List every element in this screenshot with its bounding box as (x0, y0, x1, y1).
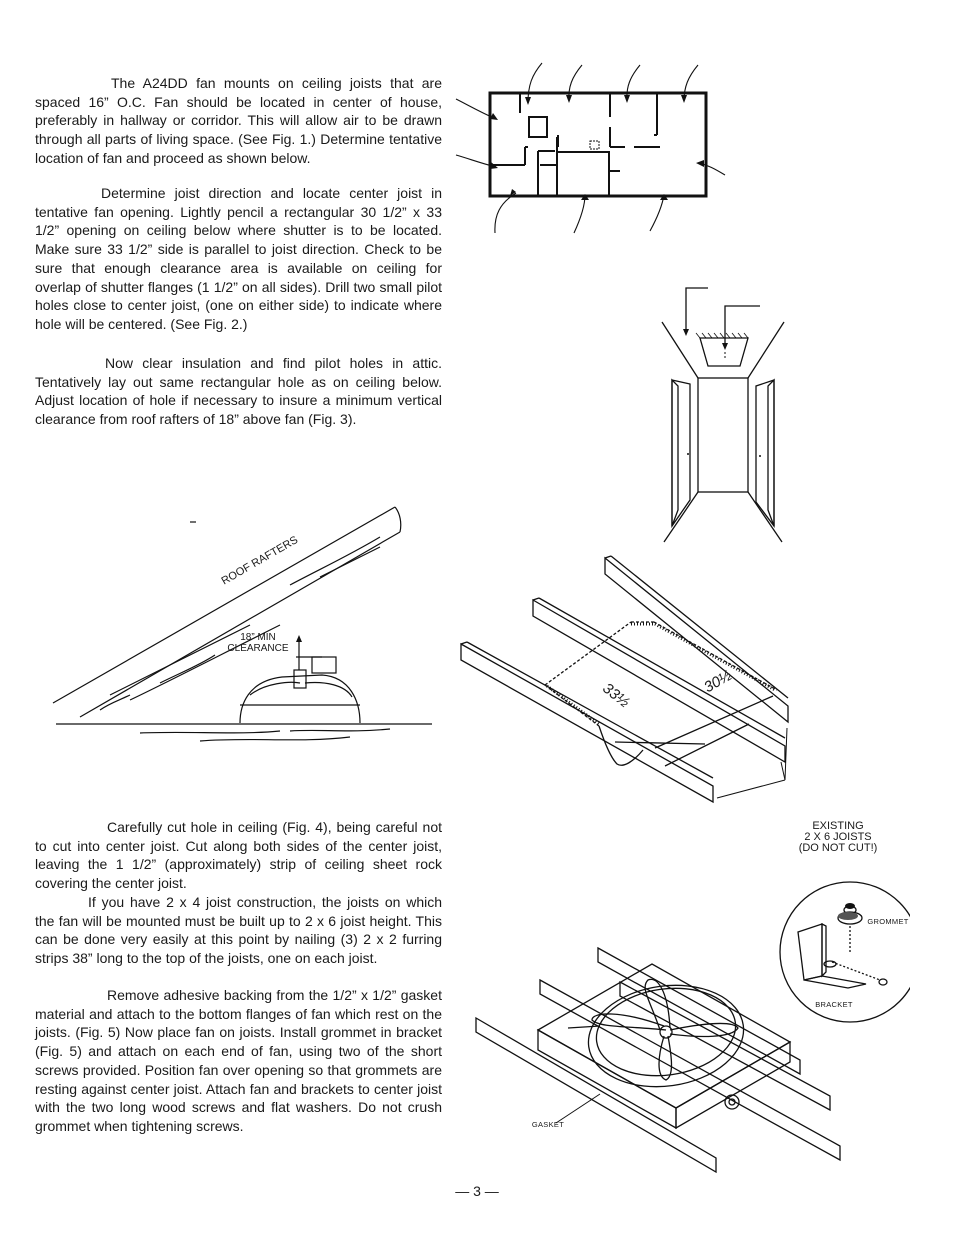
step4-text2: If you have 2 x 4 joist construction, the joists on which the fan will be mounted must be built up to 2 x 6 joist height. This can be done very easily at this point by nailing (3) 2 x 2 furring strips 38” long to the top of the joists, one on each joist. (35, 893, 442, 966)
dim-long-label: 33½ (599, 679, 633, 712)
step3-text: Now clear insulation and find pilot holes in attic. Tentatively lay out same rectangular hole as on ceiling below. Adjust location of hole if necessary to insure a minimum vertical clearance from roof rafters of 18” above fan (Fig. 3). (35, 355, 442, 428)
step5-text: Remove adhesive backing from the 1/2” x 1/2” gasket material and attach to the bottom flanges of fan which rest on the joists. (Fig. 5) Now place fan on joists. Install grommet in bracket (Fig. 5) and attach on each end of fan, using two of the short screws provided. Position fan over opening so that grommets are resting against center joist. Attach fan and brackets to center joist with the two long wood screws and flat washers. Do not crush grommet when tightening screws. (35, 987, 442, 1134)
page-number: — 3 — (455, 1183, 499, 1199)
step2-paragraph (35, 184, 442, 334)
floor-plan-figure (450, 55, 740, 245)
roof-rafters-label: ROOF RAFTERS (219, 534, 301, 588)
fan-installation-figure (470, 880, 910, 1180)
step4-paragraph (35, 818, 442, 968)
step2-text: Determine joist direction and locate center joist in tentative fan opening. Lightly pencil a rectangular 30 1/2” x 33 1/2” opening on ceiling below where shutter is to be located. Make sure 33 1/2” side is parallel to joist direction. Check to be sure that enough clearance area is available on ceiling for overlap of shutter flanges (1 1/2” on all sides). Drill two small pilot holes close to center joist, (one on either side) to indicate where hole will be centered. (See Fig. 2.) (35, 185, 442, 332)
step1-text: The A24DD fan mounts on ceiling joists that are spaced 16” O.C. Fan should be located in center of house, preferably in hallway or corridor. This will allow air to be drawn through all parts of living space. (See Fig. 1.) Determine tentative location of fan and proceed as shown below. (35, 75, 442, 166)
step3-paragraph (35, 354, 442, 429)
joists-opening-figure (455, 548, 795, 808)
step1-paragraph (35, 74, 442, 168)
joists-line1: EXISTING (812, 820, 864, 832)
step5-paragraph (35, 986, 442, 1136)
bracket-label: BRACKET (815, 1000, 853, 1009)
gasket-label: GASKET (531, 1120, 565, 1129)
clearance-label (214, 632, 302, 654)
joists-line3: (DO NOT CUT!) (798, 842, 878, 854)
clearance-line2: CLEARANCE (227, 643, 289, 654)
grommet-label: GROMMET (867, 917, 909, 926)
step4-text: Carefully cut hole in ceiling (Fig. 4), being careful not to cut into center joist. Cut along both sides of the center joist, leaving the 1 1/2” (approximately) strip of ceiling sheet rock covering the center joist. (35, 819, 442, 892)
existing-joists-label (768, 821, 908, 854)
joists-line2: 2 X 6 JOISTS (804, 831, 872, 843)
dim-short-label: 30½ (701, 666, 735, 697)
clearance-line1: 18” MIN (240, 632, 276, 643)
hallway-figure (650, 280, 795, 550)
